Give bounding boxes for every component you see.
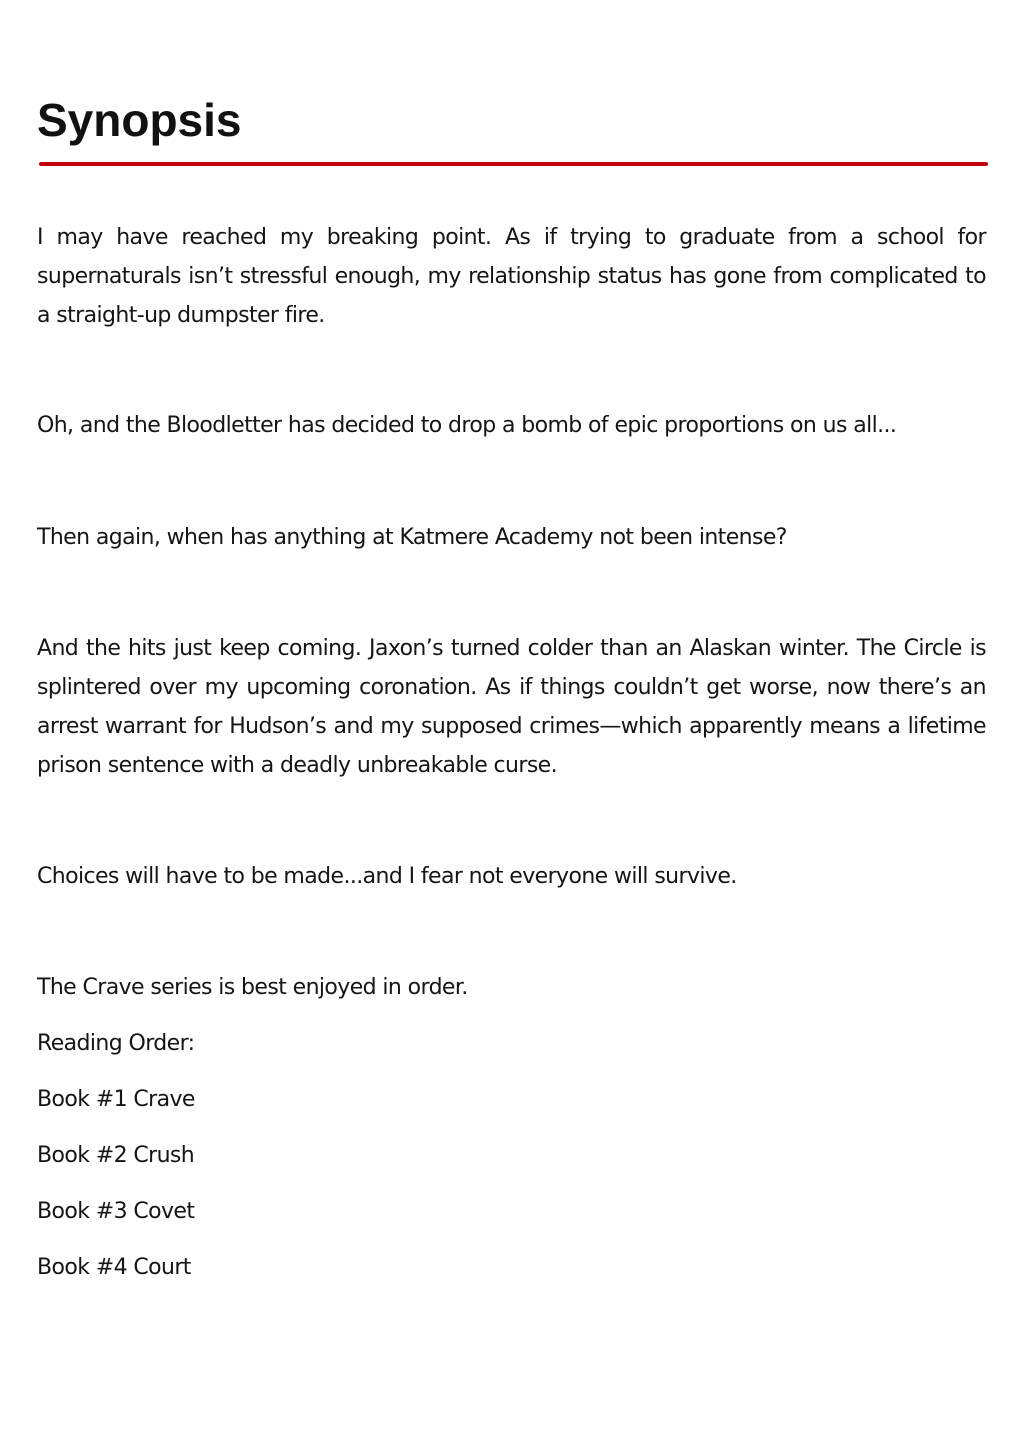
reading-order-item: Book #2 Crush <box>37 1143 195 1168</box>
reading-order-item: Book #1 Crave <box>37 1087 195 1112</box>
synopsis-paragraph-5: Choices will have to be made...and I fear not everyone will survive. <box>37 864 737 889</box>
synopsis-paragraph-3: Then again, when has anything at Katmere Academy not been intense? <box>37 525 787 550</box>
reading-order-label: Reading Order: <box>37 1031 195 1056</box>
reading-order-item: Book #4 Court <box>37 1255 191 1280</box>
synopsis-paragraph-2: Oh, and the Bloodletter has decided to drop a bomb of epic proportions on us all... <box>37 413 897 438</box>
synopsis-paragraph-4: And the hits just keep coming. Jaxon’s turned colder than an Alaskan winter. The Circle is splintered over my upcoming coronation. As if things couldn’t get worse, now there’s an arrest warrant for Hudson’s and my supposed crimes—which apparently means a lifetime prison sentence with a deadly unbreakable curse. <box>37 636 986 778</box>
synopsis-paragraph-1: I may have reached my breaking point. As if trying to graduate from a school for supernaturals isn’t stressful enough, my relationship status has gone from complicated to a straight-up dumpster fire. <box>37 225 986 328</box>
page-title: Synopsis <box>37 94 242 146</box>
reading-order-item: Book #3 Covet <box>37 1199 195 1224</box>
title-divider <box>39 162 988 166</box>
series-note: The Crave series is best enjoyed in order. <box>37 975 468 1000</box>
